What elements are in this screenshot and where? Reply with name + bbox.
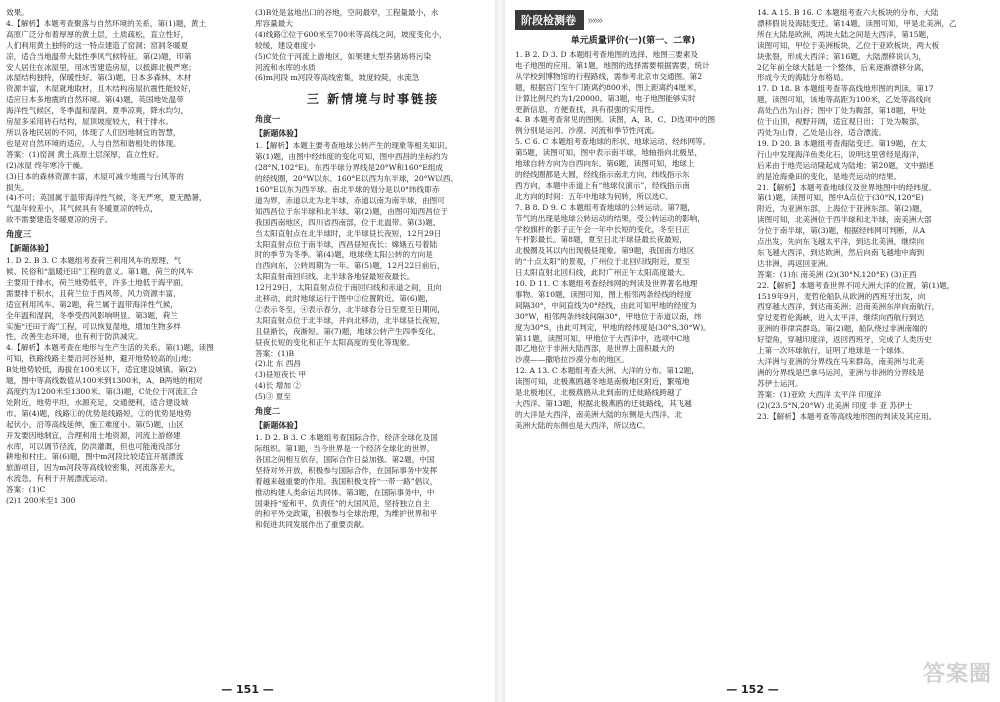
text-line: 即乙地位于非洲大陆西部，是世界上面积最大的: [515, 344, 675, 354]
text-line: 着越来越重要的作用。我国积极支持“一带一路”倡议，: [255, 476, 438, 486]
subsection-heading: 角度三: [6, 229, 32, 240]
text-line: 题，图中等高线数值从100米到1300米，A、B两地的相对: [6, 376, 203, 386]
text-line: 人们利用黄土独特的这一特点建造了窑洞；窑洞冬暖夏: [6, 40, 189, 50]
text-line: 适宜利用风车。第2题，荷兰属于温带海洋性气候，: [6, 299, 178, 309]
text-line: 1. D 2. B 3. C 本题组考查国际合作，经济全球化及国: [255, 433, 438, 443]
page-number-left: — 151 —: [221, 683, 274, 696]
text-line: 太阳直射点位于北半球，并向北移动，北半球昼长夜短，: [255, 315, 445, 325]
text-line: 2亿年前全球大陆是一个整体，后来逐渐漂移分离，: [757, 62, 929, 72]
text-line: 自西向东，公转周期为一年。第(5)题，12月22日前后，: [255, 261, 445, 271]
text-line: 高处凸出为山谷；图中丁处为鞍部，第18题，甲处: [757, 106, 927, 116]
text-line: 西穿越大西洋，到达南美洲；沿南美洲东岸向南航行，: [757, 302, 940, 312]
text-line: 洲的分界线是巴拿马运河，亚洲与非洲的分界线是: [757, 367, 925, 377]
text-line: 22.【解析】本题考查世界不同大洲大洋的位置，第(1)题，: [757, 280, 955, 290]
text-line: 效果。: [6, 8, 29, 17]
text-line: 日太阳直射北回归线，此时广州正午太阳高度最大。: [515, 268, 690, 278]
text-line: 冰屋结构独特，保暖性好。第(3)题，日本多森林，木材: [6, 73, 192, 83]
text-line: 第5题，读图可知，图中表示南半球，地轴指向北极星，: [515, 148, 703, 158]
section-title: 三 新情境与时事链接: [306, 92, 440, 107]
text-line: 苏伊士运河。: [757, 378, 803, 388]
banner-title: 阶段检测卷: [515, 10, 584, 30]
text-line: 开发要因地制宜，合理利用土地资源，河流上游修建: [6, 430, 181, 440]
text-line: (4)不可；英国属于温带海洋性气候，冬无严寒，夏无酷暑，: [6, 193, 207, 203]
text-line: 较缓，建设难度小: [255, 40, 316, 50]
text-line: 际组织。第1题，当今世界是一个经济全球化的世界，: [255, 444, 435, 453]
text-line: 处附近，地势平坦，水源充足，交通便利，适合建设城: [6, 397, 189, 407]
text-line: 30°W，相邻两条纬线间隔30°，甲地位于赤道以南，纬: [515, 311, 702, 321]
text-line: 丙处为山脊，乙处是山谷，适合漂流。: [757, 127, 887, 137]
text-line: 所在大陆是欧洲，两块大陆之间是大西洋，第15题，: [757, 29, 934, 39]
text-line: 点出发，先向东飞越太平洋，到达北美洲，继续向: [757, 237, 925, 247]
text-line: (28°N,102°E)。东西半球分界线是20°W和160°E组成: [255, 163, 444, 173]
text-line: (2)冰屋 终年寒冷干燥。: [6, 160, 88, 170]
text-line: 昼夜长短的变化和正午太阳高度的变化等现象。: [255, 337, 415, 347]
right-col1-content: [515, 50, 751, 432]
page-number-right: — 152 —: [726, 683, 779, 696]
text-line: 主要用于排水，荷兰地势低平，许多土地低于海平面，: [6, 277, 189, 287]
text-line: 高原广泛分布着厚厚的黄土层，土质疏松，直立性好，: [6, 29, 189, 39]
text-line: 起伏小，沿等高线延伸，施工难度小。第(5)题，山区: [6, 419, 184, 429]
text-line: 10. D 11. C 本题组考查经纬网的判读及世界著名地理: [515, 279, 698, 289]
text-line: 沙漠——撒哈拉沙漠分布的地区。: [515, 355, 629, 365]
text-line: 160°E以东为西半球。南北半球的划分是以0°纬线即赤: [255, 184, 440, 194]
text-line: 后来由于地壳运动隆起成为陆地；第20题，文中描述: [757, 160, 934, 170]
text-line: 穿过麦哲伦海峡，进入太平洋，继续向西航行到达: [757, 313, 925, 323]
text-line: 各国之间相互依存，国际合作日益加强。第2题，中国: [255, 454, 435, 464]
text-line: 损失。: [6, 182, 29, 192]
text-line: 第11题，读图可知，甲地位于大西洋中，选项中C地: [515, 333, 690, 343]
text-line: 事物。第10题，读图可知，图上相邻两条经线的经度: [515, 289, 692, 299]
text-line: 国秉持“爱和平、负责任”的大国风范，坚持独立自主: [255, 498, 430, 508]
text-line: (3)日本的森林资源丰富，木屋可减少地震与台风等的: [6, 171, 184, 181]
text-line: 19. D 20. B 本题组考查海陆变迁。第19题，在太: [757, 138, 927, 148]
text-line: 的经线圈都是大圆，经线指示南北方向，纬线指示东: [515, 169, 690, 179]
text-line: 北极圈及其以内出现极昼现象。第9题，我国南方地区: [515, 246, 695, 256]
text-line: 1. D 2. B 3. C 本题组考查荷兰利用风车的原理、气: [6, 256, 182, 266]
text-line: 第(1)题，由图中经纬度的变化可知，图中西昌的坐标约为: [255, 152, 449, 162]
watermark-logo: 答案圈: [922, 662, 992, 687]
question-tag: 【新题体验】: [6, 244, 53, 254]
text-line: 太阳直射点位于南半球，西昌昼短夜长；嫦娥五号着陆: [255, 239, 438, 249]
text-line: 西方向，本题中赤道上有“地球仪演示”，经线指示南: [515, 180, 690, 190]
text-line: 计算比例尺约为1/20000。第3题，电子地图能够实时: [515, 93, 696, 103]
text-line: 23.【解析】本题考查等高线地形图的判读及其应用。: [757, 411, 937, 421]
text-line: 上第一次环球航行，证明了地球是一个球体。: [757, 346, 909, 356]
subsection-heading: 角度一: [255, 114, 281, 125]
text-line: 实施“还田于海”工程，可以恢复湿地，增加生物多样: [6, 321, 181, 331]
text-line: 耕地和村庄。第(6)题，图中m河段比较适宜开展漂流: [6, 452, 184, 462]
text-line: 可知，铁路线路主要沿河谷延伸，避开地势较高的山地；: [6, 354, 196, 364]
text-line: 也是对自然环境的适应，人与自然和谐相处的体现。: [6, 138, 181, 148]
text-line: 学校旗杆的影子正午会一年中长短的变化，冬至日正: [515, 224, 690, 234]
text-line: (3)B处是盆地出口的谷地，空间最窄，工程量最小，水: [255, 8, 439, 17]
text-line: 答案：(1)B: [255, 348, 295, 358]
text-line: 节气的出现是地球公转运动的结果，受公转运动的影响，: [515, 213, 705, 223]
text-line: 4.【解析】本题考查在地形与生产生活的关系。第(1)题，读图: [6, 343, 214, 353]
text-line: 大洋洲与亚洲的分界线在马来群岛，南美洲与北美: [757, 357, 925, 366]
unit-title: 单元质量评价(一)(第一、二章): [570, 36, 696, 46]
text-line: 时的季节为冬季。第(4)题，地球绕太阳公转的方向是: [255, 250, 433, 260]
text-line: 气温年较差小，其气候具有冬暖夏凉的特点，: [6, 204, 158, 214]
text-line: 17. D 18. B 本题组考查等高线地形图的判读。第17: [757, 84, 934, 94]
text-line: (3)昼短夜长 甲: [255, 370, 307, 380]
text-line: 东飞越大西洋，到达欧洲，然后向南飞越地中海到: [757, 247, 925, 257]
text-line: 安人居住在冰屋里，用冰雪建造房屋，以抵御北极严寒；: [6, 62, 196, 72]
left-page: [0, 0, 495, 702]
text-line: 12. A 13. C 本题组考查大洲、大洋的分布。第12题，: [515, 366, 699, 376]
text-line: 资源丰富，木屋就地取材，且木结构房屋抗震性能较好，: [6, 84, 196, 94]
text-line: 水库，可以调节径流，防洪灌溉，但也可能淹没部分: [6, 441, 181, 451]
text-line: 全年温和湿润，冬季受西风影响明显。第3题，荷兰: [6, 310, 178, 320]
text-line: 当太阳直射点在北半球时，北半球昼长夜短，12月29日: [255, 228, 442, 238]
text-line: 形成今天的海陆分布格局。: [757, 73, 849, 83]
text-line: 4. B 本题考查常见的图例。读图，A、B、C、D选项中的图: [515, 115, 716, 125]
text-line: 例分别是运河、沙漠、河流和季节性河流。: [515, 126, 660, 136]
text-line: 7. B 8. D 9. C 本题组考查地球的公转运动。第7题，: [515, 202, 696, 212]
text-line: (5)③ 夏至: [255, 392, 291, 402]
text-line: (4)线路②位于600米至700米等高线之间，坡度变化小，: [255, 29, 447, 39]
text-line: 第(1)题，读图可知，图中A点位于(30°N,120°E): [757, 193, 924, 203]
question-tag: 【新题体验】: [255, 129, 302, 139]
text-line: 题，读图可知，该地等高距为100米，乙处等高线向: [757, 95, 931, 105]
text-line: 读图可知，北极燕鸥越冬地是南极地区附近，繁殖地: [515, 377, 690, 387]
text-line: 答案：(1)窑洞 黄土高原土层深厚，直立性好。: [6, 149, 164, 159]
text-line: 河流和水库的水质: [255, 62, 316, 72]
text-line: 5. C 6. C 本题组考查地球的形状、地球运动、经纬网等。: [515, 137, 711, 147]
stage-test-banner: [515, 10, 751, 30]
text-line: 块张裂，形成大西洋；第16题，大陆漂移说认为，: [757, 51, 927, 61]
subsection-heading: 角度二: [255, 406, 281, 417]
text-line: 所以各地民居的不同，体现了人们因地制宜的智慧，: [6, 127, 181, 137]
text-line: 性，改善生态环境，也有利于防洪减灾。: [6, 332, 143, 342]
text-line: 读图可知，北美洲位于西半球和北半球，南美洲大部: [757, 215, 932, 225]
text-line: 12月29日，太阳直射点位于南回归线和赤道之间，且向: [255, 283, 442, 293]
text-line: (6)m河段 m河段等高线密集，坡度较陡，水流急: [255, 73, 420, 83]
text-line: (2)北 东 西昌: [255, 359, 301, 369]
text-line: 读图可知，甲位于美洲板块，乙位于亚欧板块，两大板: [757, 40, 940, 50]
text-line: 太阳直射南回归线，北半球各地昼最短夜最长。: [255, 272, 415, 282]
text-line: 亚洲的菲律宾群岛。第(2)题，船队绕过非洲南端的: [757, 324, 928, 334]
text-line: 好望角，穿越印度洋，返回西班牙，完成了人类历史: [757, 335, 932, 345]
text-line: 题，根据宫门至午门距离约800米，图上距离约4厘米，: [515, 82, 702, 92]
text-line: 库容量最大: [255, 18, 293, 28]
text-line: 北方向的时间：五年中地球为何转，所以选C。: [515, 191, 673, 201]
text-line: 是北极地区，北极燕鸥从北到南的迁徙路线跨越了: [515, 388, 683, 398]
text-line: B处地势较低，海拔在100米以下，适宜建设城镇。第(2): [6, 365, 197, 375]
text-line: 和促进共同发展作出了重要贡献。: [255, 520, 369, 530]
text-line: 从学校到博物馆的行程路线，需参考北京市交通图。第2: [515, 71, 703, 81]
text-line: 4.【解析】本题考查聚落与自然环境的关系，第(1)题，黄土: [6, 18, 207, 28]
text-line: 电子地图的应用。第1题，地图的选择需要根据需要，统计: [515, 60, 710, 70]
text-line: 行山中发现海洋鱼类化石，说明这里曾经是海洋，: [757, 149, 925, 159]
right-page-column-2: [757, 8, 997, 676]
text-line: 房屋多采用砖石结构，屋顶坡度较大，利于排水。: [6, 117, 174, 127]
text-line: 地球自转方向为自西向东。第6题，读图可知，地球上: [515, 159, 695, 169]
text-line: (4)长 增加 ②: [255, 381, 301, 391]
text-line: 市。第(4)题，线路①的优势是线路短，②的优势是地势: [6, 408, 192, 418]
text-line: 的“十点太阳”的景观，广州位于北回归线附近，夏至: [515, 257, 690, 267]
text-line: 大西洋。第13题，根据北极燕鸥的迁徙路线，其飞越: [515, 399, 692, 408]
text-line: 候、民俗和“温暖还田”工程的意义。第1题，荷兰的风车: [6, 267, 194, 277]
right-page: [505, 0, 1000, 702]
text-line: 且昼渐长，夜渐短。第(7)题，地球公转产生四季变化、: [255, 326, 441, 336]
text-line: ②表示冬至，④表示春分，北半球春分日至夏至日期间，: [255, 304, 445, 314]
text-line: 答案：(1)C: [6, 485, 46, 495]
text-line: 知西昌位于东半球和北半球。第(2)题，由图可知西昌位于: [255, 206, 449, 216]
text-line: 我国西南地区，四川省西南部，位于北温带。第(3)题，: [255, 217, 441, 227]
text-line: 的大洋是大西洋，南美洲大陆的东侧是大西洋，北: [515, 409, 683, 419]
text-line: 的是沧海桑田的变化，是地壳运动的结果。: [757, 171, 902, 181]
text-line: 的经线圈，20°W以东、160°E以西为东半球，20°W以西、: [255, 174, 459, 184]
text-line: 度为30°S，由此可判定，甲地的经纬度是(30°S,30°W)。: [515, 322, 711, 332]
text-line: 附近，为亚洲东部，上海位于亚洲东部。第(2)题，: [757, 204, 928, 214]
text-line: 1.【解析】本题主要考查地球公转产生的现象等相关知识。: [255, 141, 453, 151]
text-line: 间隔30°，中间直线为0°经线，由此可知甲地的经度为: [515, 300, 697, 310]
text-line: 需要排干积水，且荷兰位于西风带，风力资源丰富，: [6, 288, 181, 298]
text-line: 北移动，此时地球运行于图中②位置附近。第(6)题，: [255, 294, 433, 304]
book-gutter: [495, 0, 505, 702]
text-line: 14. A 15. B 16. C 本题组考查六大板块的分布、大陆: [757, 8, 939, 17]
text-line: 位于山顶，视野开阔，适宜观日出；丁处为鞍部，: [757, 117, 925, 127]
text-line: 午杆影最长。第8题，夏至日北半球昼最长夜最短，: [515, 235, 687, 245]
text-line: 1519年9月，麦哲伦船队从欧洲的西班牙出发，向: [757, 291, 926, 301]
text-line: 旅游项目，因为m河段等高线较密集，河流落差大，: [6, 463, 181, 473]
banner-arrows-icon: »»»: [587, 13, 602, 27]
text-line: 道为界，赤道以北为北半球，赤道以南为南半球，由图可: [255, 195, 445, 205]
text-line: (5)C处位于河流上游地区，如果建大型养猪场将污染: [255, 51, 432, 61]
text-line: 达非洲，再返回亚洲。: [757, 258, 833, 268]
left-page-column-2: [255, 8, 491, 676]
text-line: 高度约为1200米至1300米。第(3)题，C处位于河流汇合: [6, 387, 198, 396]
text-line: 分位于南半球，第(3)题，根据经纬网可判断，从A: [757, 226, 926, 236]
text-line: (2)(23.5°N,20°W) 北美洲 印度 非 亚 苏伊士: [757, 400, 913, 410]
question-tag: 【新题体验】: [255, 421, 302, 431]
text-line: 更新信息，方便查找，具有很强的实用性。: [515, 104, 660, 114]
text-line: 的和平外交政策，积极参与全球治理，为维护世界和平: [255, 509, 438, 519]
text-line: 答案：(1)东 南美洲 (2)(30°N,120°E) (3)正西: [757, 269, 917, 279]
text-line: 故不需要建造冬暖夏凉的房子。: [6, 215, 113, 225]
text-line: 海洋性气候区，冬季温和湿润，夏季凉爽，降水均匀，: [6, 106, 189, 116]
text-line: 21.【解析】本题考查地球仪及世界地图中的经纬度。: [757, 182, 937, 192]
text-line: 1. B 2. D 3. D 本题组考查地图的选择、地图三要素及: [515, 50, 699, 59]
text-line: 推动构建人类命运共同体。第3题，在国际事务中，中: [255, 487, 435, 497]
text-line: 答案：(1)亚欧 大西洋 太平洋 印度洋: [757, 389, 882, 399]
left-page-column-1: [6, 8, 246, 676]
text-line: 凉，适合当地温带大陆性季风气候特征。第(2)题，印第: [6, 51, 192, 61]
text-line: 美洲大陆的东侧也是大西洋，所以选C。: [515, 420, 650, 430]
right-page-column-1: [515, 8, 751, 676]
text-line: 漂移假说及海陆变迁。第14题，读图可知，甲是北美洲，乙: [757, 18, 957, 28]
text-line: 适应日本多地震的自然环境。第(4)题，英国地处温带: [6, 95, 184, 105]
text-line: (2)1 200米至1 300: [6, 496, 76, 506]
text-line: 坚持对外开放，积极参与国际合作，在国际事务中发挥: [255, 465, 438, 475]
text-line: 水流急，有利于开展漂流运动。: [6, 474, 113, 484]
